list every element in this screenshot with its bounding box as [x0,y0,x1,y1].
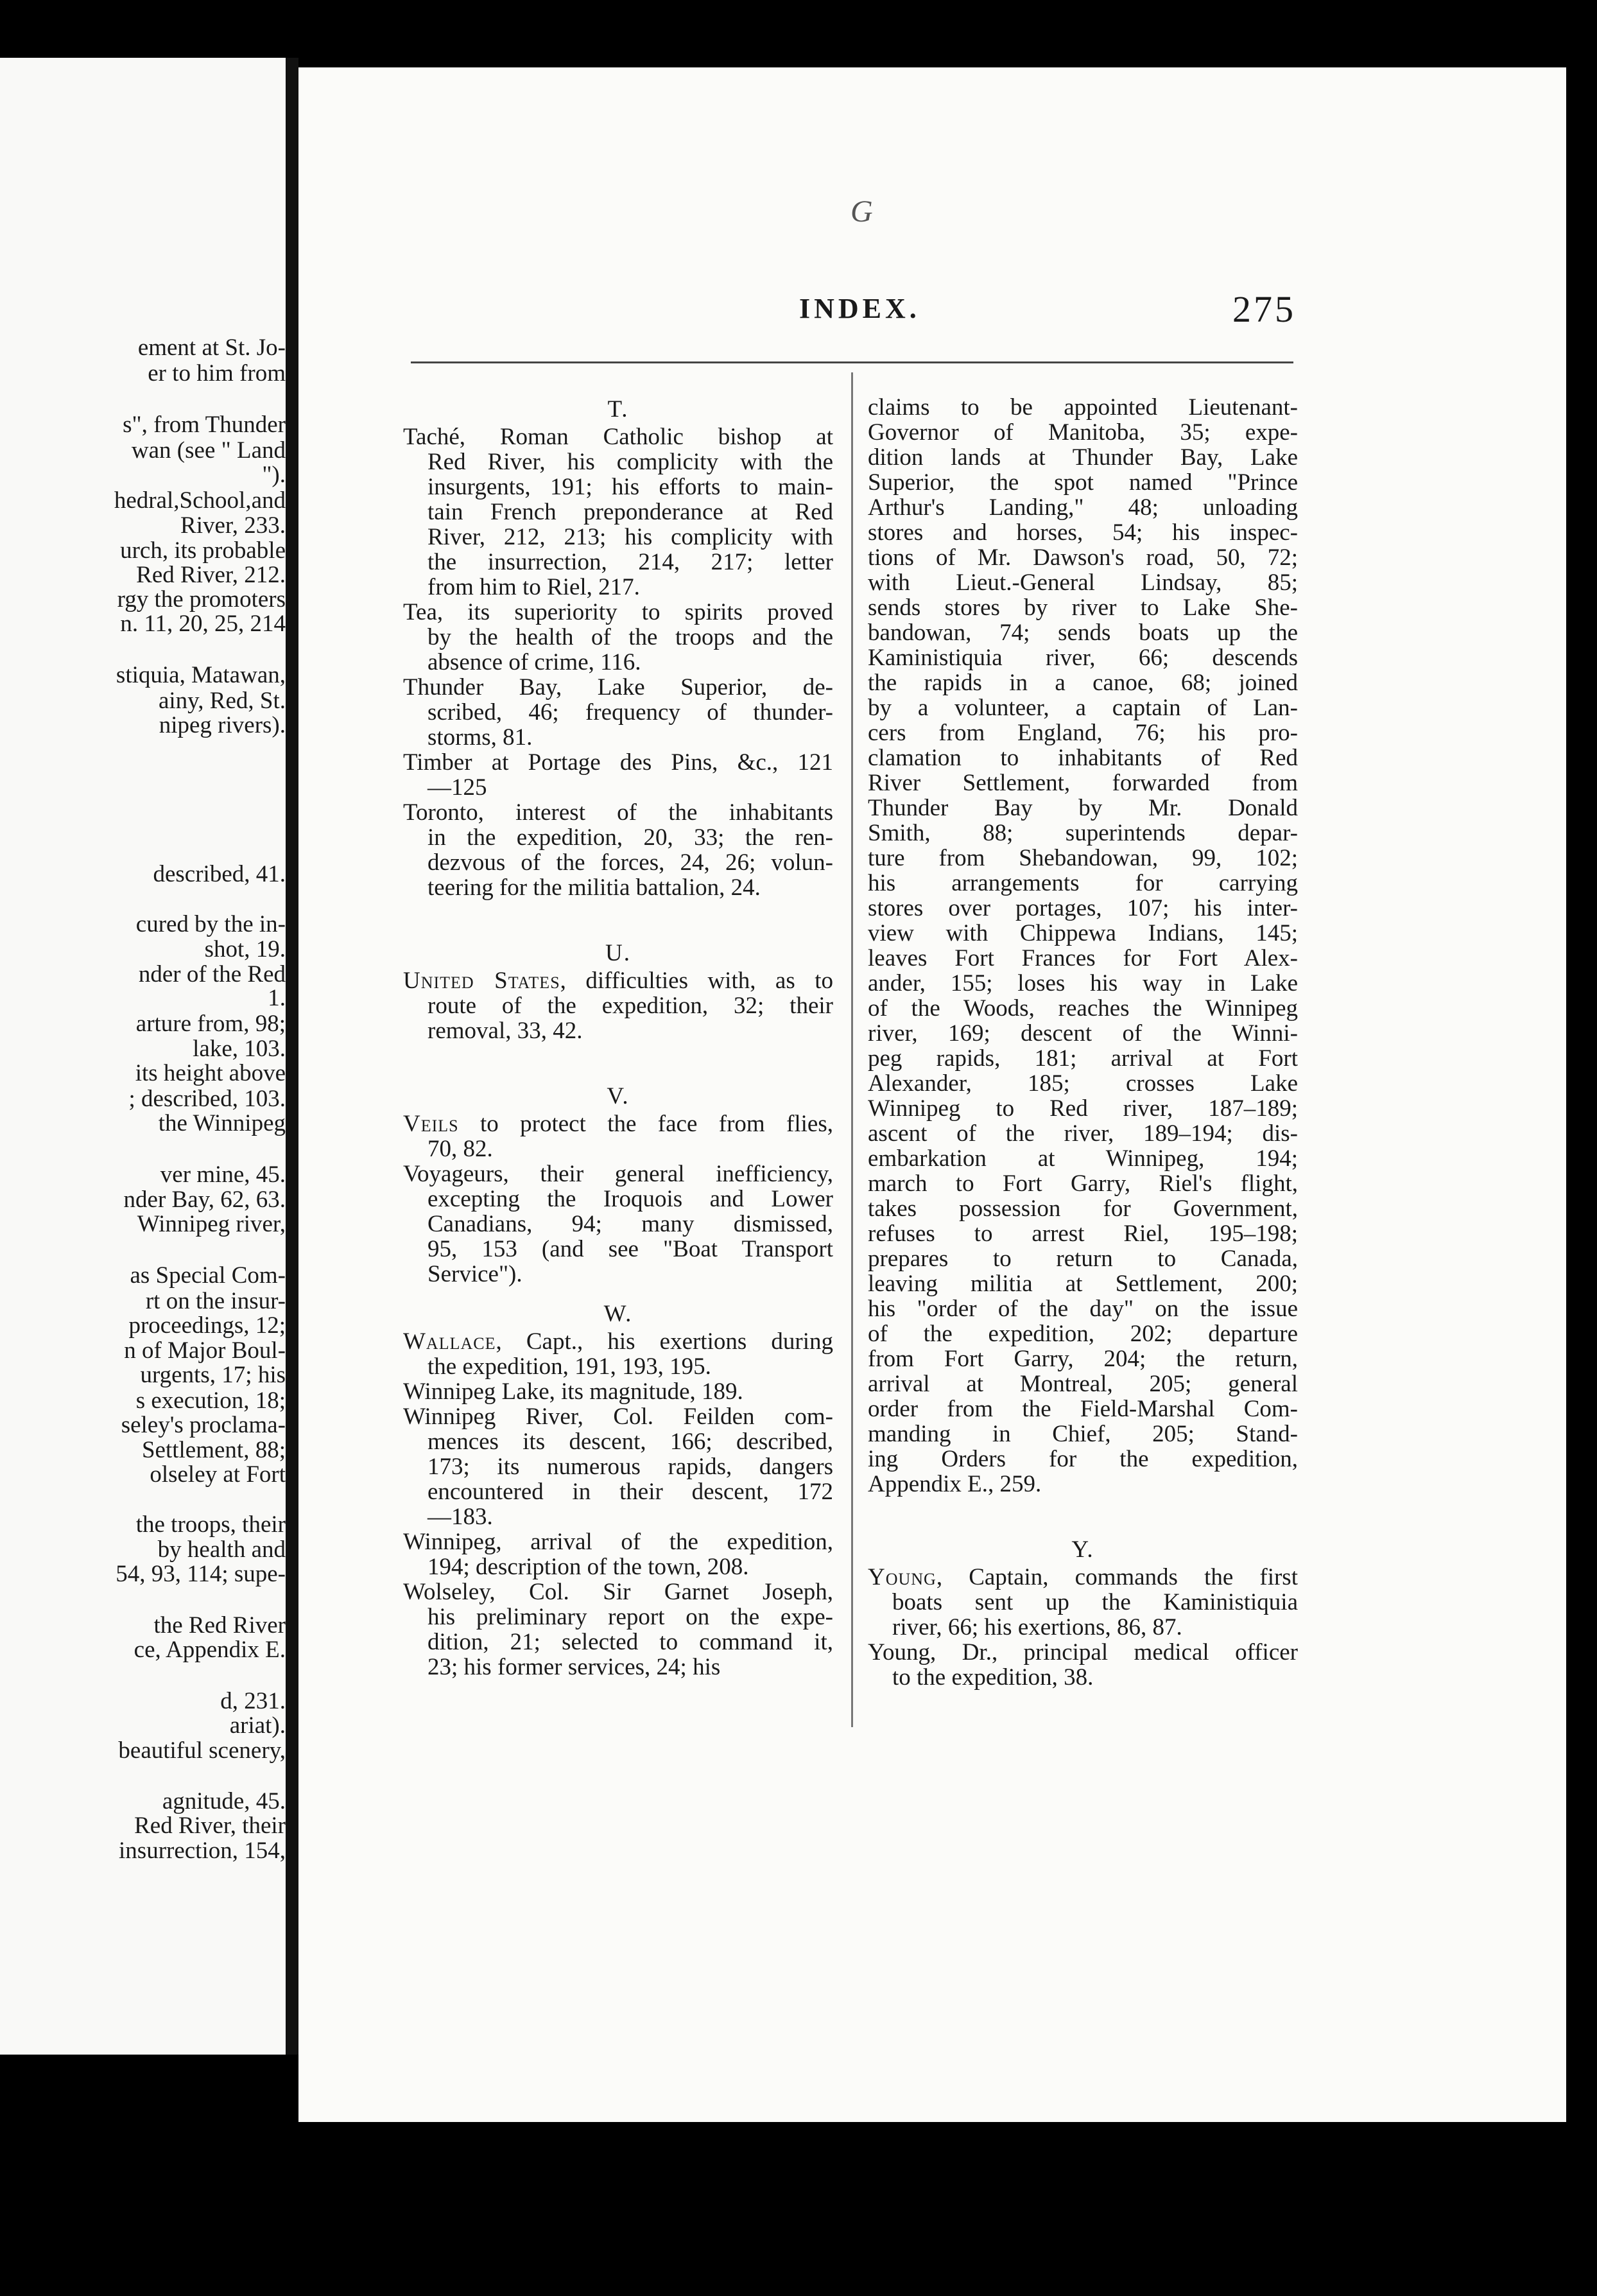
index-line: tain French preponderance at Red [427,500,833,525]
index-line: peg rapids, 181; arrival at Fort [868,1046,1298,1071]
index-line: river, 169; descent of the Winni- [868,1021,1298,1046]
index-line: removal, 33, 42. [427,1018,583,1043]
index-column-right [868,395,1298,1690]
facing-page-line: Red River, 212. [136,562,286,588]
index-line: insurgents, 191; his efforts to main- [427,474,833,500]
index-line: the expedition, 191, 193, 195. [427,1354,711,1379]
entry-united-states [403,968,833,1043]
index-line: by a volunteer, a captain of Lan- [868,695,1298,720]
index-line: Superior, the spot named "Prince [868,470,1298,495]
facing-page-line: ce, Appendix E. [134,1637,286,1663]
facing-page-line: lake, 103. [193,1036,286,1062]
index-line: refuses to arrest Riel, 195–198; [868,1221,1298,1246]
facing-page-line: ; described, 103. [128,1086,286,1112]
facing-page-line: er to him from [148,360,286,387]
facing-page-line: ement at St. Jo- [137,335,286,361]
index-line: tions of Mr. Dawson's road, 50, 72; [868,545,1298,570]
index-line: order from the Field-Marshal Com- [868,1396,1298,1422]
index-line: mences its descent, 166; described, [427,1429,833,1454]
facing-page-line: ver mine, 45. [160,1161,286,1188]
entry-young-captain [868,1565,1298,1640]
facing-page-line: Winnipeg river, [137,1211,286,1237]
facing-page-line: Settlement, 88; [141,1437,286,1463]
index-line: —183. [427,1504,493,1529]
index-line: Service"). [427,1262,522,1287]
index-line: his "order of the day" on the issue [868,1296,1298,1321]
entry-thunder-bay [403,675,833,750]
index-line: with Lieut.-General Lindsay, 85; [868,570,1298,595]
facing-page-line: wan (see " Land [131,437,286,464]
page-number: 275 [1232,288,1296,330]
facing-page-line: nipeg rivers). [159,712,286,738]
facing-page-line: insurrection, 154, [119,1838,286,1864]
index-line: leaving militia at Settlement, 200; [868,1271,1298,1296]
entry-winnipeg [403,1529,833,1579]
facing-page-line: described, 41. [153,861,286,887]
index-line: embarkation at Winnipeg, 194; [868,1146,1298,1171]
index-line: ascent of the river, 189–194; dis- [868,1121,1298,1146]
index-line: —125 [427,775,487,800]
facing-page-line: the Winnipeg [158,1110,286,1136]
page-mark: G [850,195,873,229]
index-line: march to Fort Garry, Riel's flight, [868,1171,1298,1196]
index-line: by the health of the troops and the [427,625,833,650]
index-line: Tea, its superiority to spirits proved [403,600,833,625]
index-line: Kaministiquia river, 66; descends [868,645,1298,670]
facing-page-line: seley's proclama- [121,1412,286,1438]
facing-page-line: Red River, their [134,1813,286,1839]
index-line: dition lands at Thunder Bay, Lake [868,445,1298,470]
index-line: stores over portages, 107; his inter- [868,896,1298,921]
facing-page-line: "). [262,462,286,488]
facing-page-line: agnitude, 45. [162,1788,286,1814]
index-line: leaves Fort Frances for Fort Alex- [868,946,1298,971]
facing-page-line: as Special Com- [130,1262,286,1289]
facing-page-line: by health and [157,1536,286,1563]
index-line: 173; its numerous rapids, dangers [427,1454,833,1479]
index-line: ing Orders for the expedition, [868,1447,1298,1472]
index-line: of the expedition, 202; departure [868,1321,1298,1346]
index-line: Winnipeg Lake, its magnitude, 189. [403,1379,743,1404]
index-line: Arthur's Landing," 48; unloading [868,495,1298,520]
index-line: the rapids in a canoe, 68; joined [868,670,1298,695]
facing-page-line: stiquia, Matawan, [116,662,286,688]
index-line: Winnipeg, arrival of the expedition, [403,1529,833,1554]
index-line: encountered in their descent, 172 [427,1479,833,1504]
index-line: Voyageurs, their general inefficiency, [403,1161,833,1187]
index-line: ture from Shebandowan, 99, 102; [868,846,1298,871]
index-line: dition, 21; selected to command it, [427,1630,833,1655]
index-line: Timber at Portage des Pins, &c., 121 [403,750,833,775]
entry-young-dr [868,1640,1298,1690]
index-line: manding in Chief, 205; Stand- [868,1422,1298,1447]
index-line: teering for the militia battalion, 24. [427,875,761,900]
index-line: clamation to inhabitants of Red [868,745,1298,770]
index-line: 194; description of the town, 208. [427,1554,749,1579]
facing-page-line: the troops, their [135,1511,286,1538]
facing-page-line: beautiful scenery, [118,1737,286,1764]
book-gutter [286,58,298,2055]
index-line: Winnipeg River, Col. Feilden com- [403,1404,833,1429]
facing-page-line: rt on the insur- [145,1288,286,1314]
facing-page-line: ariat). [229,1712,286,1739]
facing-page-line: ainy, Red, St. [158,688,286,714]
index-line: Thunder Bay, Lake Superior, de- [403,675,833,700]
index-line: Appendix E., 259. [868,1472,1042,1497]
index-line: absence of crime, 116. [427,650,641,675]
entry-toronto [403,800,833,900]
header-rule [411,361,1293,363]
index-line: Red River, his complicity with the [427,449,833,474]
index-line: sends stores by river to Lake She- [868,595,1298,620]
index-line: 95, 153 (and see "Boat Transport [427,1237,833,1262]
facing-page-line: proceedings, 12; [128,1312,286,1339]
facing-page-line: cured by the in- [135,911,286,937]
facing-page-line: urgents, 17; his [140,1362,286,1388]
facing-page-line: d, 231. [220,1688,286,1714]
facing-page-line: rgy the promoters [117,586,286,613]
facing-page-line: nder of the Red [138,961,286,987]
section-heading-u: U. [605,940,631,966]
entry-tache [403,424,833,600]
index-line: from Fort Garry, 204; the return, [868,1346,1298,1371]
index-line: route of the expedition, 32; their [427,993,833,1018]
index-line: Taché, Roman Catholic bishop at [403,424,833,449]
section-heading-t: T. [607,396,629,422]
index-line: boats sent up the Kaministiquia [892,1590,1298,1615]
index-line: Canadians, 94; many dismissed, [427,1212,833,1237]
index-line: scribed, 46; frequency of thunder- [427,700,833,725]
index-line: to the expedition, 38. [892,1665,1094,1690]
column-divider [851,372,853,1727]
facing-page-line: n. 11, 20, 25, 214 [120,611,286,637]
index-line: Wallace, Capt., his exertions during [403,1329,833,1354]
facing-page-line: s execution, 18; [135,1387,286,1414]
facing-page-line: arture from, 98; [135,1011,286,1037]
index-line: Governor of Manitoba, 35; expe- [868,420,1298,445]
index-line: cers from England, 76; his pro- [868,720,1298,745]
facing-page-line: s", from Thunder [123,412,286,438]
index-line: view with Chippewa Indians, 145; [868,921,1298,946]
index-line: Young, Captain, commands the first [868,1565,1298,1590]
entry-winnipeg-river [403,1404,833,1529]
index-line: bandowan, 74; sends boats up the [868,620,1298,645]
index-line: dezvous of the forces, 24, 26; volun- [427,850,833,875]
index-line: Alexander, 185; crosses Lake [868,1071,1298,1096]
section-heading-w: W. [603,1301,633,1327]
index-column-left [403,395,833,1680]
entry-winnipeg-lake [403,1379,833,1404]
facing-page-line: 1. [268,985,286,1011]
entry-voyageurs [403,1161,833,1287]
index-line: Thunder Bay by Mr. Donald [868,796,1298,821]
index-line: River Settlement, forwarded from [868,770,1298,796]
index-line: prepares to return to Canada, [868,1246,1298,1271]
facing-page-line: the Red River [153,1612,286,1639]
facing-page-line: urch, its probable [120,537,286,564]
index-line: Toronto, interest of the inhabitants [403,800,833,825]
running-head-title: INDEX. [799,293,920,324]
index-line: 70, 82. [427,1136,493,1161]
facing-page-line: nder Bay, 62, 63. [123,1187,286,1213]
index-line: in the expedition, 20, 33; the ren- [427,825,833,850]
index-line: Veils to protect the face from flies, [403,1111,833,1136]
entry-wolseley-continued [868,395,1298,1497]
index-line: excepting the Iroquois and Lower [427,1187,833,1212]
facing-page-line: River, 233. [180,512,286,539]
facing-page-line: its height above [135,1060,286,1086]
facing-page-line: n of Major Boul- [124,1337,286,1364]
entry-tea [403,600,833,675]
index-line: 23; his former services, 24; his [427,1655,721,1680]
index-line: Winnipeg to Red river, 187–189; [868,1096,1298,1121]
index-line: his preliminary report on the expe- [427,1605,833,1630]
index-line: Smith, 88; superintends depar- [868,821,1298,846]
index-line: ander, 155; loses his way in Lake [868,971,1298,996]
index-line: takes possession for Government, [868,1196,1298,1221]
facing-page-line: shot, 19. [204,936,286,962]
entry-wolseley [403,1579,833,1680]
entry-veils [403,1111,833,1161]
index-line: arrival at Montreal, 205; general [868,1371,1298,1396]
section-heading-y: Y. [1071,1536,1094,1563]
index-line: river, 66; his exertions, 86, 87. [892,1615,1182,1640]
index-line: claims to be appointed Lieutenant- [868,395,1298,420]
facing-page-line: olseley at Fort [150,1461,286,1488]
index-line: from him to Riel, 217. [427,575,640,600]
index-line: Wolseley, Col. Sir Garnet Joseph, [403,1579,833,1605]
entry-wallace [403,1329,833,1379]
index-line: of the Woods, reaches the Winnipeg [868,996,1298,1021]
index-line: River, 212, 213; his complicity with [427,525,833,550]
facing-page-line: hedral,School,and [114,487,286,514]
index-line: Young, Dr., principal medical officer [868,1640,1298,1665]
index-line: storms, 81. [427,725,533,750]
index-line: the insurrection, 214, 217; letter [427,550,833,575]
section-heading-v: V. [607,1083,630,1109]
index-line: his arrangements for carrying [868,871,1298,896]
index-line: United States, difficulties with, as to [403,968,833,993]
index-line: stores and horses, 54; his inspec- [868,520,1298,545]
facing-page-line: 54, 93, 114; supe- [116,1561,286,1587]
facing-page-fragment [0,58,286,2055]
entry-timber [403,750,833,800]
